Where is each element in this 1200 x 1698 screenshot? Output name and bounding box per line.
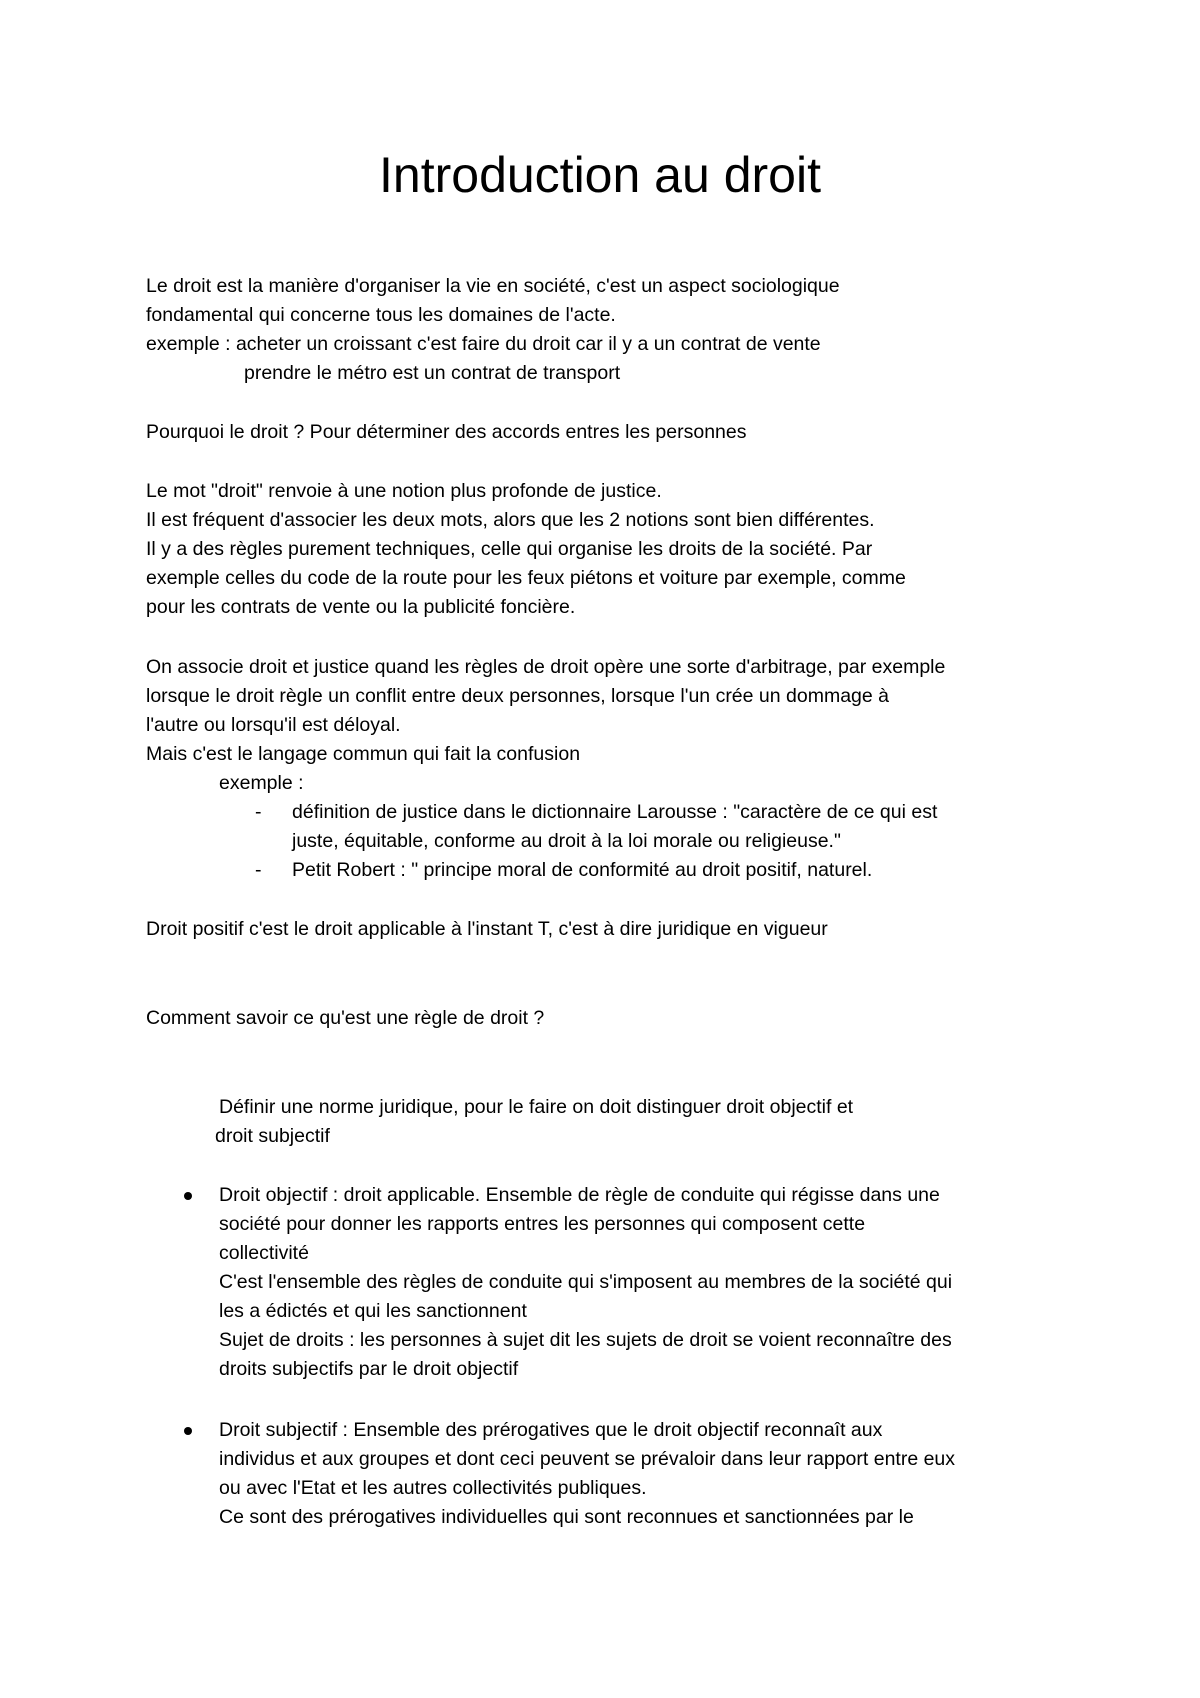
paragraph-line: fondamental qui concerne tous les domaines de l'acte. — [146, 304, 616, 326]
paragraph-line: Pourquoi le droit ? Pour déterminer des accords entres les personnes — [146, 421, 747, 443]
dash-item-line: juste, équitable, conforme au droit à la loi morale ou religieuse." — [292, 830, 841, 852]
paragraph-line: pour les contrats de vente ou la publicité foncière. — [146, 596, 576, 618]
bullet-icon — [184, 1192, 192, 1200]
paragraph-line: Il est fréquent d'associer les deux mots, alors que les 2 notions sont bien différentes. — [146, 509, 875, 531]
document-title: Introduction au droit — [379, 147, 821, 203]
paragraph-line: l'autre ou lorsqu'il est déloyal. — [146, 714, 401, 736]
dash-marker: - — [255, 859, 262, 881]
bullet-item-line: individus et aux groupes et dont ceci peuvent se prévaloir dans leur rapport entre eux — [219, 1448, 956, 1470]
bullet-item-line: Droit objectif : droit applicable. Ensemble de règle de conduite qui régisse dans une — [219, 1184, 940, 1206]
paragraph-line: Définir une norme juridique, pour le faire on doit distinguer droit objectif et — [219, 1096, 854, 1118]
bullet-item-line: C'est l'ensemble des règles de conduite qui s'imposent au membres de la société qui — [219, 1271, 953, 1293]
bullet-item-line: société pour donner les rapports entres les personnes qui composent cette — [219, 1213, 866, 1235]
bullet-item-line: Ce sont des prérogatives individuelles qui sont reconnues et sanctionnées par le — [219, 1506, 914, 1528]
paragraph-line: droit subjectif — [215, 1125, 330, 1147]
example-label: exemple : — [219, 772, 304, 794]
paragraph-line: Il y a des règles purement techniques, celle qui organise les droits de la société. Par — [146, 538, 873, 560]
paragraph-line: On associe droit et justice quand les règles de droit opère une sorte d'arbitrage, par exemple — [146, 656, 946, 678]
bullet-item-line: ou avec l'Etat et les autres collectivités publiques. — [219, 1477, 647, 1499]
paragraph-line: Comment savoir ce qu'est une règle de droit ? — [146, 1007, 545, 1029]
paragraph-line: Droit positif c'est le droit applicable à l'instant T, c'est à dire juridique en vigueur — [146, 918, 828, 940]
bullet-item-line: Droit subjectif : Ensemble des prérogatives que le droit objectif reconnaît aux — [219, 1419, 883, 1441]
paragraph-line: prendre le métro est un contrat de transport — [244, 362, 621, 384]
paragraph-line: lorsque le droit règle un conflit entre deux personnes, lorsque l'un crée un dommage à — [146, 685, 889, 707]
paragraph-line: exemple celles du code de la route pour les feux piétons et voiture par exemple, comme — [146, 567, 906, 589]
dash-item-line: définition de justice dans le dictionnaire Larousse : "caractère de ce qui est — [292, 801, 938, 823]
bullet-item-line: les a édictés et qui les sanctionnent — [219, 1300, 527, 1322]
paragraph-line: Le droit est la manière d'organiser la vie en société, c'est un aspect sociologique — [146, 275, 840, 297]
paragraph-line: Le mot "droit" renvoie à une notion plus profonde de justice. — [146, 480, 662, 502]
paragraph-line: exemple : acheter un croissant c'est faire du droit car il y a un contrat de vente — [146, 333, 821, 355]
dash-marker: - — [255, 801, 262, 823]
bullet-item-line: droits subjectifs par le droit objectif — [219, 1358, 519, 1380]
bullet-icon — [184, 1427, 192, 1435]
bullet-item-line: Sujet de droits : les personnes à sujet dit les sujets de droit se voient reconnaître des — [219, 1329, 952, 1351]
dash-item-line: Petit Robert : " principe moral de conformité au droit positif, naturel. — [292, 859, 873, 881]
bullet-item-line: collectivité — [219, 1242, 309, 1264]
paragraph-line: Mais c'est le langage commun qui fait la confusion — [146, 743, 581, 765]
